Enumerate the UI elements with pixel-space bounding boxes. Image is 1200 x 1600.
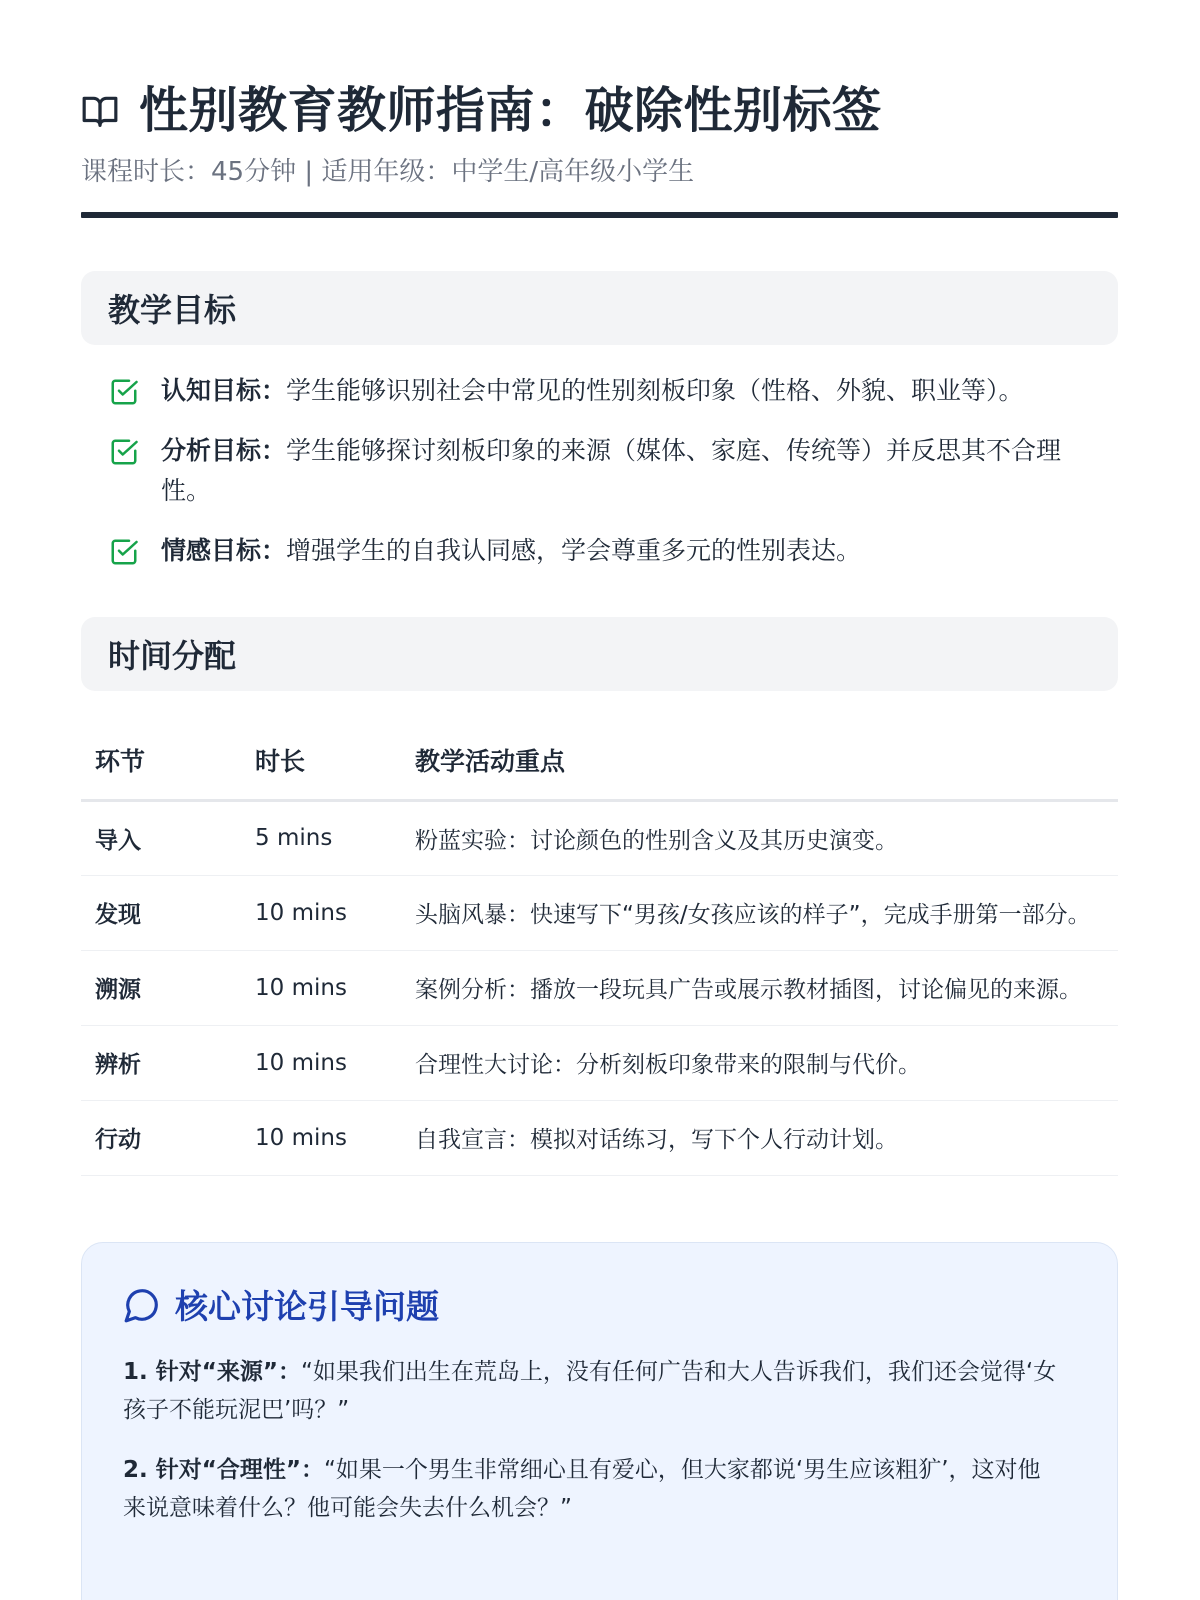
objective-text	[161, 371, 1024, 411]
checkbox-checked-icon	[109, 377, 139, 407]
question-item	[123, 1353, 1063, 1429]
question-label: 1. 针对“来源”：	[123, 1358, 301, 1385]
objective-description: 学生能够探讨刻板印象的来源（媒体、家庭、传统等）并反思其不合理性。	[161, 436, 1062, 505]
objective-text	[161, 431, 1091, 511]
column-header-focus: 教学活动重点	[401, 721, 1118, 800]
schedule-table	[81, 721, 1118, 1176]
table-row	[81, 800, 1118, 875]
time-allocation-section	[81, 617, 1118, 1176]
page-subtitle: 课程时长：45分钟 | 适用年级：中学生/高年级小学生	[81, 157, 695, 187]
cell-duration: 10 mins	[241, 875, 401, 950]
page-header	[81, 0, 1118, 218]
cell-duration: 10 mins	[241, 1100, 401, 1175]
objectives-heading-bar	[81, 271, 1118, 345]
question-label: 2. 针对“合理性”：	[123, 1456, 324, 1483]
discussion-card	[81, 1242, 1118, 1600]
cell-focus: 案例分析：播放一段玩具广告或展示教材插图，讨论偏见的来源。	[401, 950, 1118, 1025]
cell-stage: 发现	[81, 875, 241, 950]
cell-focus: 合理性大讨论：分析刻板印象带来的限制与代价。	[401, 1025, 1118, 1100]
discussion-title: 核心讨论引导问题	[175, 1287, 439, 1326]
objective-label: 情感目标：	[161, 536, 287, 565]
discussion-header	[123, 1285, 1077, 1325]
objective-label: 认知目标：	[161, 376, 287, 405]
objectives-list	[81, 371, 1118, 571]
cell-focus: 头脑风暴：快速写下“男孩/女孩应该的样子”，完成手册第一部分。	[401, 875, 1118, 950]
table-row	[81, 950, 1118, 1025]
question-item	[123, 1451, 1063, 1527]
objective-description: 学生能够识别社会中常见的性别刻板印象（性格、外貌、职业等）。	[286, 376, 1024, 405]
objective-text	[161, 531, 861, 571]
table-row	[81, 875, 1118, 950]
cell-duration: 10 mins	[241, 950, 401, 1025]
objective-item	[109, 531, 1118, 571]
column-header-duration: 时长	[241, 721, 401, 800]
cell-stage: 导入	[81, 800, 241, 875]
time-heading: 时间分配	[108, 637, 237, 675]
objective-label: 分析目标：	[161, 436, 287, 465]
page-title: 性别教育教师指南：破除性别标签	[139, 82, 882, 139]
cell-stage: 辨析	[81, 1025, 241, 1100]
column-header-stage: 环节	[81, 721, 241, 800]
question-text: “如果一个男生非常细心且有爱心，但大家都说‘男生应该粗犷’，这对他来说意味着什么？他可能会失去什么机会？”	[123, 1456, 1041, 1521]
cell-focus: 粉蓝实验：讨论颜色的性别含义及其历史演变。	[401, 800, 1118, 875]
objective-description: 增强学生的自我认同感，学会尊重多元的性别表达。	[286, 536, 862, 565]
table-row	[81, 1100, 1118, 1175]
time-heading-bar	[81, 617, 1118, 691]
book-open-icon	[81, 91, 121, 131]
cell-duration: 5 mins	[241, 800, 401, 875]
cell-focus: 自我宣言：模拟对话练习，写下个人行动计划。	[401, 1100, 1118, 1175]
question-list	[123, 1353, 1077, 1527]
cell-stage: 行动	[81, 1100, 241, 1175]
objectives-heading: 教学目标	[108, 291, 237, 329]
question-text: “如果我们出生在荒岛上，没有任何广告和大人告诉我们，我们还会觉得‘女孩子不能玩泥巴’吗？”	[123, 1358, 1057, 1423]
checkbox-checked-icon	[109, 537, 139, 567]
header-divider	[81, 212, 1118, 218]
table-row	[81, 1025, 1118, 1100]
objective-item	[109, 431, 1118, 511]
chat-bubble-icon	[123, 1286, 161, 1324]
cell-duration: 10 mins	[241, 1025, 401, 1100]
checkbox-checked-icon	[109, 437, 139, 467]
objectives-section	[81, 271, 1118, 571]
title-row	[81, 82, 1118, 140]
cell-stage: 溯源	[81, 950, 241, 1025]
objective-item	[109, 371, 1118, 411]
table-header-row	[81, 721, 1118, 800]
